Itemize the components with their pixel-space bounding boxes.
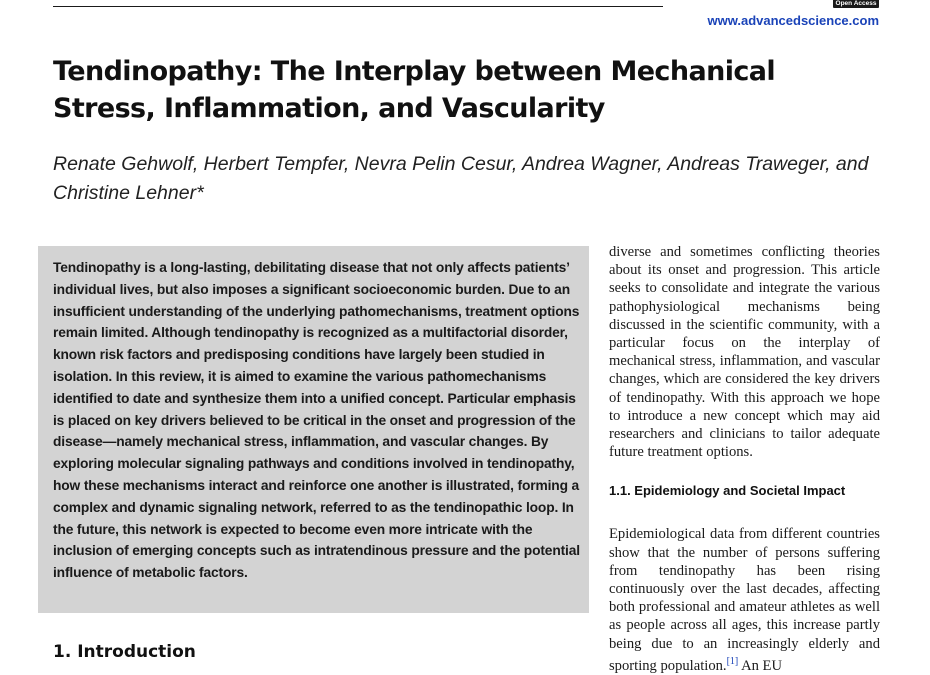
abstract-box: [38, 246, 589, 613]
body-paragraph-epidemiology: [609, 525, 880, 674]
header-rule: [53, 6, 663, 7]
open-access-badge: Open Access: [833, 0, 879, 8]
right-column: [609, 243, 880, 675]
epidemiology-text: Epidemiological data from different countries show that the number of persons suffering from tendinopathy has been rising continuously over the last decades, affecting both professional and amateur athletes as well as people across all ages, this increase partly being due to an increasingly elderly and sporting population.: [609, 526, 880, 674]
epidemiology-text-tail: An EU: [738, 657, 783, 674]
journal-website-link[interactable]: www.advancedscience.com: [707, 13, 879, 28]
section-heading-epidemiology: 1.1. Epidemiology and Societal Impact: [609, 483, 846, 499]
author-list: Renate Gehwolf, Herbert Tempfer, Nevra Pelin Cesur, Andrea Wagner, Andreas Traweger, and Christine Lehner*: [53, 153, 869, 204]
introduction-heading: 1. Introduction: [53, 642, 196, 662]
body-paragraph-continued: diverse and sometimes conflicting theories about its onset and progression. This article seeks to consolidate and integrate the various pathophysiological mechanisms being discussed in the scientific community, with a particular focus on the interplay of mechanical stress, inflammation, and vascular changes, which are considered the key drivers of tendinopathy. With this approach we hope to introduce a new concept which may aid researchers and clinicians to tailor adequate future treatment options.: [609, 244, 880, 461]
abstract-text: Tendinopathy is a long-lasting, debilitating disease that not only affects patients’ individual lives, but also imposes a significant socioeconomic burden. Due to an insufficient understanding of the underlying pathomechanisms, treatment options remain limited. Although tendinopathy is recognized as a multifactorial disorder, known risk factors and predisposing conditions have largely been studied in isolation. In this review, it is aimed to examine the various pathomechanisms identified to date and synthesize them into a unified concept. Particular emphasis is placed on key drivers believed to be critical in the onset and progression of the disease—namely mechanical stress, inflammation, and vascular changes. By exploring molecular signaling pathways and conditions involved in tendinopathy, how these mechanisms interact and reinforce one another is illustrated, forming a complex and dynamic signaling network, referred to as the tendinopathic loop. In the future, this network is expected to become even more intricate with the inclusion of emerging concepts such as intratendinous pressure and the potential influence of metabolic factors.: [53, 260, 580, 581]
article-title: Tendinopathy: The Interplay between Mechanical Stress, Inflammation, and Vascularity: [53, 56, 776, 124]
citation-link[interactable]: [1]: [726, 655, 739, 667]
